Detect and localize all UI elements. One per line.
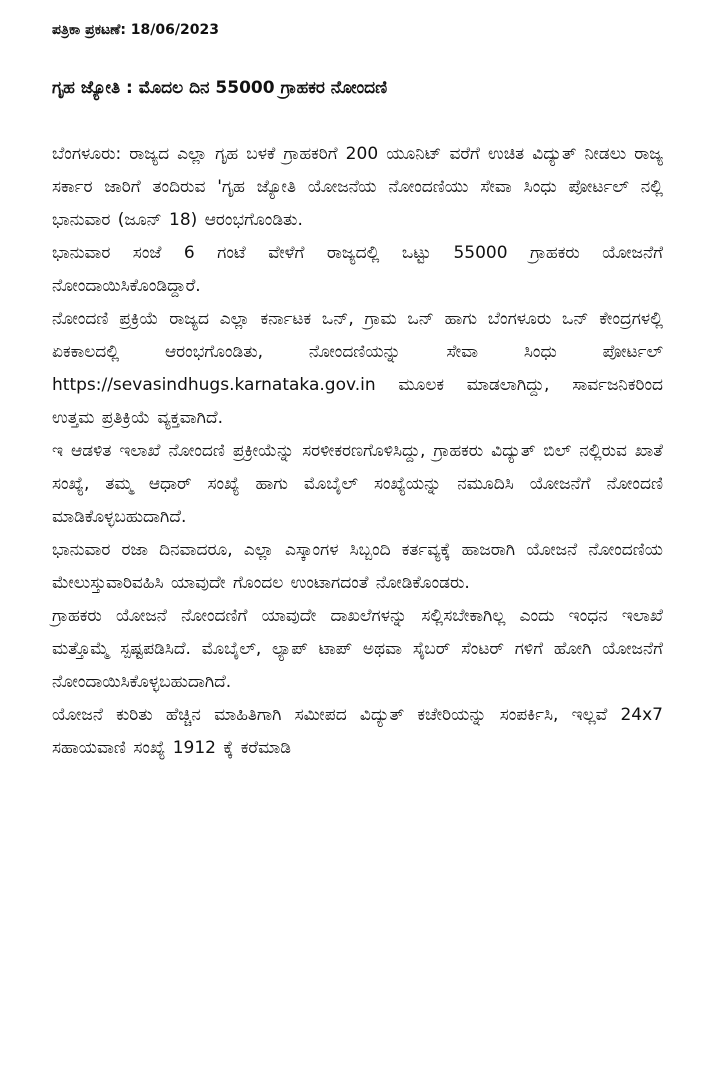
paragraph-helpline: ಯೋಜನೆ ಕುರಿತು ಹೆಚ್ಚಿನ ಮಾಹಿತಿಗಾಗಿ ಸಮೀಪದ ವಿದ್ಯುತ್ ಕಚೇರಿಯನ್ನು ಸಂಪರ್ಕಿಸಿ, ಇಲ್ಲವೆ 24x7 ಸಹಾಯವಾಣಿ ಸಂಖ್ಯೆ 1912 ಕ್ಕೆ ಕರೆಮಾಡಿ [52, 705, 663, 758]
paragraph-no-documents: ಗ್ರಾಹಕರು ಯೋಜನೆ ನೋಂದಣಿಗೆ ಯಾವುದೇ ದಾಖಲೆಗಳನ್ನು ಸಲ್ಲಿಸಬೇಕಾಗಿಲ್ಲ ಎಂದು ಇಂಧನ ಇಲಾಖೆ ಮತ್ತೊಮ್ಮೆ ಸ್ಪಷ್ಟಪಡಿಸಿದೆ. ಮೊಬೈಲ್, ಲ್ಯಾಪ್ ಟಾಪ್ ಅಥವಾ ಸೈಬರ್ ಸೆಂಟರ್ ಗಳಿಗೆ ಹೋಗಿ ಯೋಜನೆಗೆ ನೋಂದಾಯಿಸಿಕೊಳ್ಳಬಹುದಾಗಿದೆ. [52, 606, 663, 692]
paragraph-registrations: ಭಾನುವಾರ ಸಂಜೆ 6 ಗಂಟೆ ವೇಳೆಗೆ ರಾಜ್ಯದಲ್ಲಿ ಒಟ್ಟು 55000 ಗ್ರಾಹಕರು ಯೋಜನೆಗೆ ನೋಂದಾಯಿಸಿಕೊಂಡಿದ್ದಾರೆ. [52, 243, 663, 296]
paragraph-process: ನೋಂದಣಿ ಪ್ರಕ್ರಿಯೆ ರಾಜ್ಯದ ಎಲ್ಲಾ ಕರ್ನಾಟಕ ಒನ್, ಗ್ರಾಮ ಒನ್ ಹಾಗು ಬೆಂಗಳೂರು ಒನ್ ಕೇಂದ್ರಗಳಲ್ಲಿ ಏಕಕಾಲದಲ್ಲಿ ಆರಂಭಗೊಂಡಿತು, ನೋಂದಣಿಯನ್ನು ಸೇವಾ ಸಿಂಧು ಪೋರ್ಟಲ್ https://sevasindhugs.karnataka.gov.in ಮೂಲಕ ಮಾಡಲಾಗಿದ್ದು, ಸಾರ್ವಜನಿಕರಿಂದ ಉತ್ತಮ ಪ್ರತಿಕ್ರಿಯೆ ವ್ಯಕ್ತವಾಗಿದೆ. [52, 309, 663, 428]
headline: ಗೃಹ ಜ್ಯೋತಿ : ಮೊದಲ ದಿನ 55000 ಗ್ರಾಹಕರ ನೋಂದಣಿ [52, 78, 388, 98]
release-date: ಪತ್ರಿಕಾ ಪ್ರಕಟಣೆ: 18/06/2023 [52, 22, 219, 38]
paragraph-launch: ಬೆಂಗಳೂರು: ರಾಜ್ಯದ ಎಲ್ಲಾ ಗೃಹ ಬಳಕೆ ಗ್ರಾಹಕರಿಗೆ 200 ಯೂನಿಟ್ ವರೆಗೆ ಉಚಿತ ವಿದ್ಯುತ್ ನೀಡಲು ರಾಜ್ಯ ಸರ್ಕಾರ ಜಾರಿಗೆ ತಂದಿರುವ 'ಗೃಹ ಜ್ಯೋತಿ ಯೋಜನೆಯ ನೋಂದಣಿಯು ಸೇವಾ ಸಿಂಧು ಪೋರ್ಟಲ್ ನಲ್ಲಿ ಭಾನುವಾರ (ಜೂನ್ 18) ಆರಂಭಗೊಂಡಿತು. [52, 144, 663, 230]
paragraph-staff: ಭಾನುವಾರ ರಜಾ ದಿನವಾದರೂ, ಎಲ್ಲಾ ಎಸ್ಕಾಂಗಳ ಸಿಬ್ಬಂದಿ ಕರ್ತವ್ಯಕ್ಕೆ ಹಾಜರಾಗಿ ಯೋಜನೆ ನೋಂದಣಿಯ ಮೇಲುಸ್ತುವಾರಿವಹಿಸಿ ಯಾವುದೇ ಗೊಂದಲ ಉಂಟಾಗದಂತೆ ನೋಡಿಕೊಂಡರು. [52, 540, 663, 593]
article-body [52, 138, 663, 765]
paragraph-simplification: ಇ ಆಡಳಿತ ಇಲಾಖೆ ನೋಂದಣಿ ಪ್ರಕ್ರೀಯೆನ್ನು ಸರಳೀಕರಣಗೊಳಿಸಿದ್ದು, ಗ್ರಾಹಕರು ವಿದ್ಯುತ್ ಬಿಲ್ ನಲ್ಲಿರುವ ಖಾತೆ ಸಂಖ್ಯೆ, ತಮ್ಮ ಆಧಾರ್ ಸಂಖ್ಯೆ ಹಾಗು ಮೊಬೈಲ್ ಸಂಖ್ಯೆಯನ್ನು ನಮೂದಿಸಿ ಯೋಜನೆಗೆ ನೋಂದಣಿ ಮಾಡಿಕೊಳ್ಳಬಹುದಾಗಿದೆ. [52, 441, 663, 527]
